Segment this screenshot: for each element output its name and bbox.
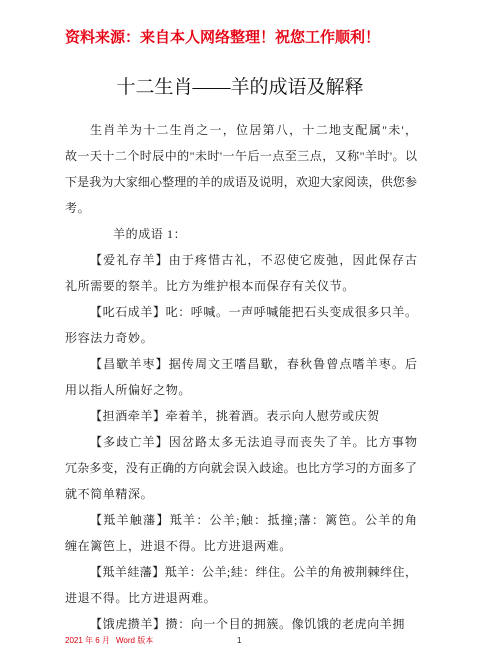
paragraph-line: 【担酒牵羊】牵着羊，挑着酒。表示向人慰劳或庆贺 xyxy=(90,409,380,423)
paragraph-line: 冗杂多变，没有正确的方向就会误入歧途。也比方学习的方面多了 xyxy=(65,461,417,475)
body-paragraph xyxy=(65,559,417,611)
paragraph-line: 【昌歜羊枣】据传周文王嗜昌歜，春秋鲁曾点嗜羊枣。后 xyxy=(90,357,417,371)
footer-date: 2021 年 6 月 xyxy=(65,636,110,645)
document-title: 十二生肖——羊的成语及解释 xyxy=(116,77,364,98)
source-banner: 资料来源：来自本人网络整理！祝您工作顺利！ xyxy=(65,29,381,46)
paragraph-line: 【羝羊触藩】羝羊：公羊;触：抵撞;藩：篱笆。公羊的角 xyxy=(90,513,417,527)
body-paragraph xyxy=(65,299,417,351)
paragraph-line: 形容法力奇妙。 xyxy=(65,331,154,345)
paragraph-line: 礼所需要的祭羊。比方为维护根本而保存有关仪节。 xyxy=(65,279,355,293)
body-paragraph xyxy=(65,117,417,221)
page-number: 1 xyxy=(237,636,242,645)
body-paragraph xyxy=(65,403,417,429)
body-paragraph xyxy=(65,351,417,403)
paragraph-line: 【多歧亡羊】因岔路太多无法追寻而丧失了羊。比方事物 xyxy=(90,435,417,449)
paragraph-line: 进退不得。比方进退两难。 xyxy=(65,591,217,605)
body-paragraph xyxy=(65,429,417,507)
paragraph-line: 就不简单精深。 xyxy=(65,487,154,501)
paragraph-line: 用以指人所偏好之物。 xyxy=(65,383,192,397)
paragraph-line: 【羝羊絓藩】羝羊：公羊;絓：绊住。公羊的角被荆棘绊住， xyxy=(90,565,417,579)
document-body xyxy=(65,117,417,637)
paragraph-line: 考。 xyxy=(65,201,91,215)
section-heading xyxy=(65,221,417,247)
page-footer xyxy=(0,636,480,646)
paragraph-line: 生肖羊为十二生肖之一，位居第八，十二地支配属"未'， xyxy=(90,123,417,137)
paragraph-line: 【饿虎攒羊】攒：向一个目的拥簇。像饥饿的老虎向羊拥 xyxy=(90,617,406,631)
body-paragraph xyxy=(65,507,417,559)
paragraph-line: 故一天十二个时辰中的"未时'一午后一点至三点，又称"羊时'。以 xyxy=(65,149,417,163)
paragraph-line: 下是我为大家细心整理的羊的成语及说明，欢迎大家阅读，供您参 xyxy=(65,175,417,189)
body-paragraph xyxy=(65,247,417,299)
paragraph-line: 羊的成语 1： xyxy=(113,227,187,241)
paragraph-line: 缠在篱笆上，进退不得。比方进退两难。 xyxy=(65,539,292,553)
footer-version: Word 版本 xyxy=(116,636,154,645)
body-paragraph xyxy=(65,611,417,637)
paragraph-line: 【爱礼存羊】由于疼惜古礼，不忍使它废弛，因此保存古 xyxy=(90,253,417,267)
paragraph-line: 【叱石成羊】叱：呼喊。一声呼喊能把石头变成很多只羊。 xyxy=(90,305,417,319)
